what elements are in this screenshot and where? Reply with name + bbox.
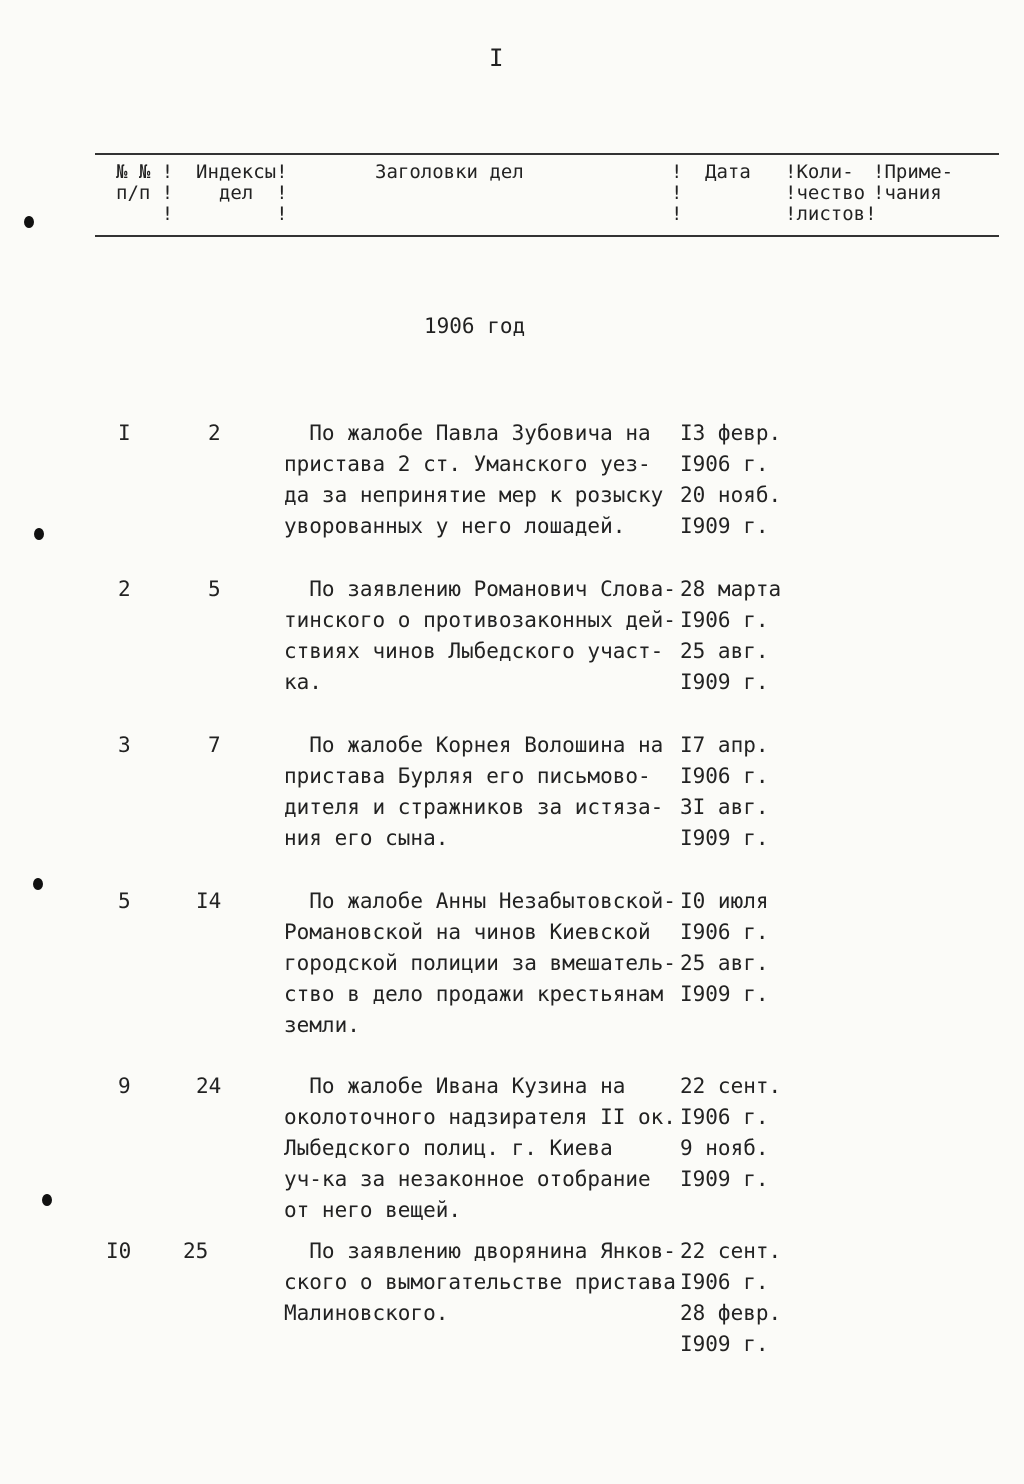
header-col-notes: !Приме- !чания <box>873 161 954 204</box>
entry-number: 5 <box>118 889 131 913</box>
header-col-date: Дата <box>705 161 751 183</box>
entry-dates: I7 апр. I906 г. 3I авг. I909 г. <box>680 733 769 850</box>
entry-title: По жалобе Ивана Кузина на околоточного надзирателя II ок. Лыбедского полиц. г. Киева уч-ка за незаконное отобрание от него вещей. <box>284 1074 676 1222</box>
entry-index: 25 <box>183 1239 209 1263</box>
entry-title: По заявлению дворянина Янков- ского о вымогательстве пристава Малиновского. <box>284 1239 676 1325</box>
entry-dates: 22 сент. I906 г. 9 нояб. I909 г. <box>680 1074 782 1191</box>
header-top-rule <box>95 153 999 155</box>
binding-hole-mark <box>24 216 34 228</box>
entry-number: 9 <box>118 1074 131 1098</box>
binding-hole-mark <box>34 528 44 540</box>
header-col-title-separator: ! ! ! <box>671 161 683 225</box>
entry-title: По жалобе Корнея Волошина на пристава Бурляя его письмово- дителя и стражников за истяза- ния его сына. <box>284 733 664 850</box>
header-col-sheet-count: !Коли- !чество !листов! <box>785 161 877 225</box>
entry-index: 24 <box>196 1074 222 1098</box>
entry-title: По жалобе Анны Незабытовской- Романовской на чинов Киевской городской полиции за вмешатель- ство в дело продажи крестьянам земли. <box>284 889 676 1037</box>
binding-hole-mark <box>42 1194 52 1206</box>
header-col-title: Заголовки дел <box>375 161 524 183</box>
entry-number: 3 <box>118 733 131 757</box>
entry-number: I0 <box>106 1239 132 1263</box>
entry-title: По жалобе Павла Зубовича на пристава 2 ст. Уманского уез- да за непринятие мер к розыску уворованных у него лошадей. <box>284 421 664 538</box>
header-col-number: № № ! п/п ! ! <box>116 161 174 225</box>
header-bottom-rule <box>95 235 999 237</box>
entry-dates: I0 июля I906 г. 25 авг. I909 г. <box>680 889 769 1006</box>
entry-number: I <box>118 421 131 445</box>
entry-index: 5 <box>208 577 221 601</box>
entry-dates: I3 февр. I906 г. 20 нояб. I909 г. <box>680 421 782 538</box>
entry-number: 2 <box>118 577 131 601</box>
entry-index: I4 <box>196 889 222 913</box>
entry-title: По заявлению Романович Слова- тинского о противозаконных дей- ствиях чинов Лыбедского участ- ка. <box>284 577 676 694</box>
year-heading: 1906 год <box>424 314 526 338</box>
header-col-index: Индексы! дел ! ! <box>196 161 288 225</box>
entry-dates: 22 сент. I906 г. 28 февр. I909 г. <box>680 1239 782 1356</box>
entry-dates: 28 марта I906 г. 25 авг. I909 г. <box>680 577 782 694</box>
binding-hole-mark <box>33 878 43 890</box>
page-number: I <box>489 44 504 72</box>
entry-index: 2 <box>208 421 221 445</box>
entry-index: 7 <box>208 733 221 757</box>
